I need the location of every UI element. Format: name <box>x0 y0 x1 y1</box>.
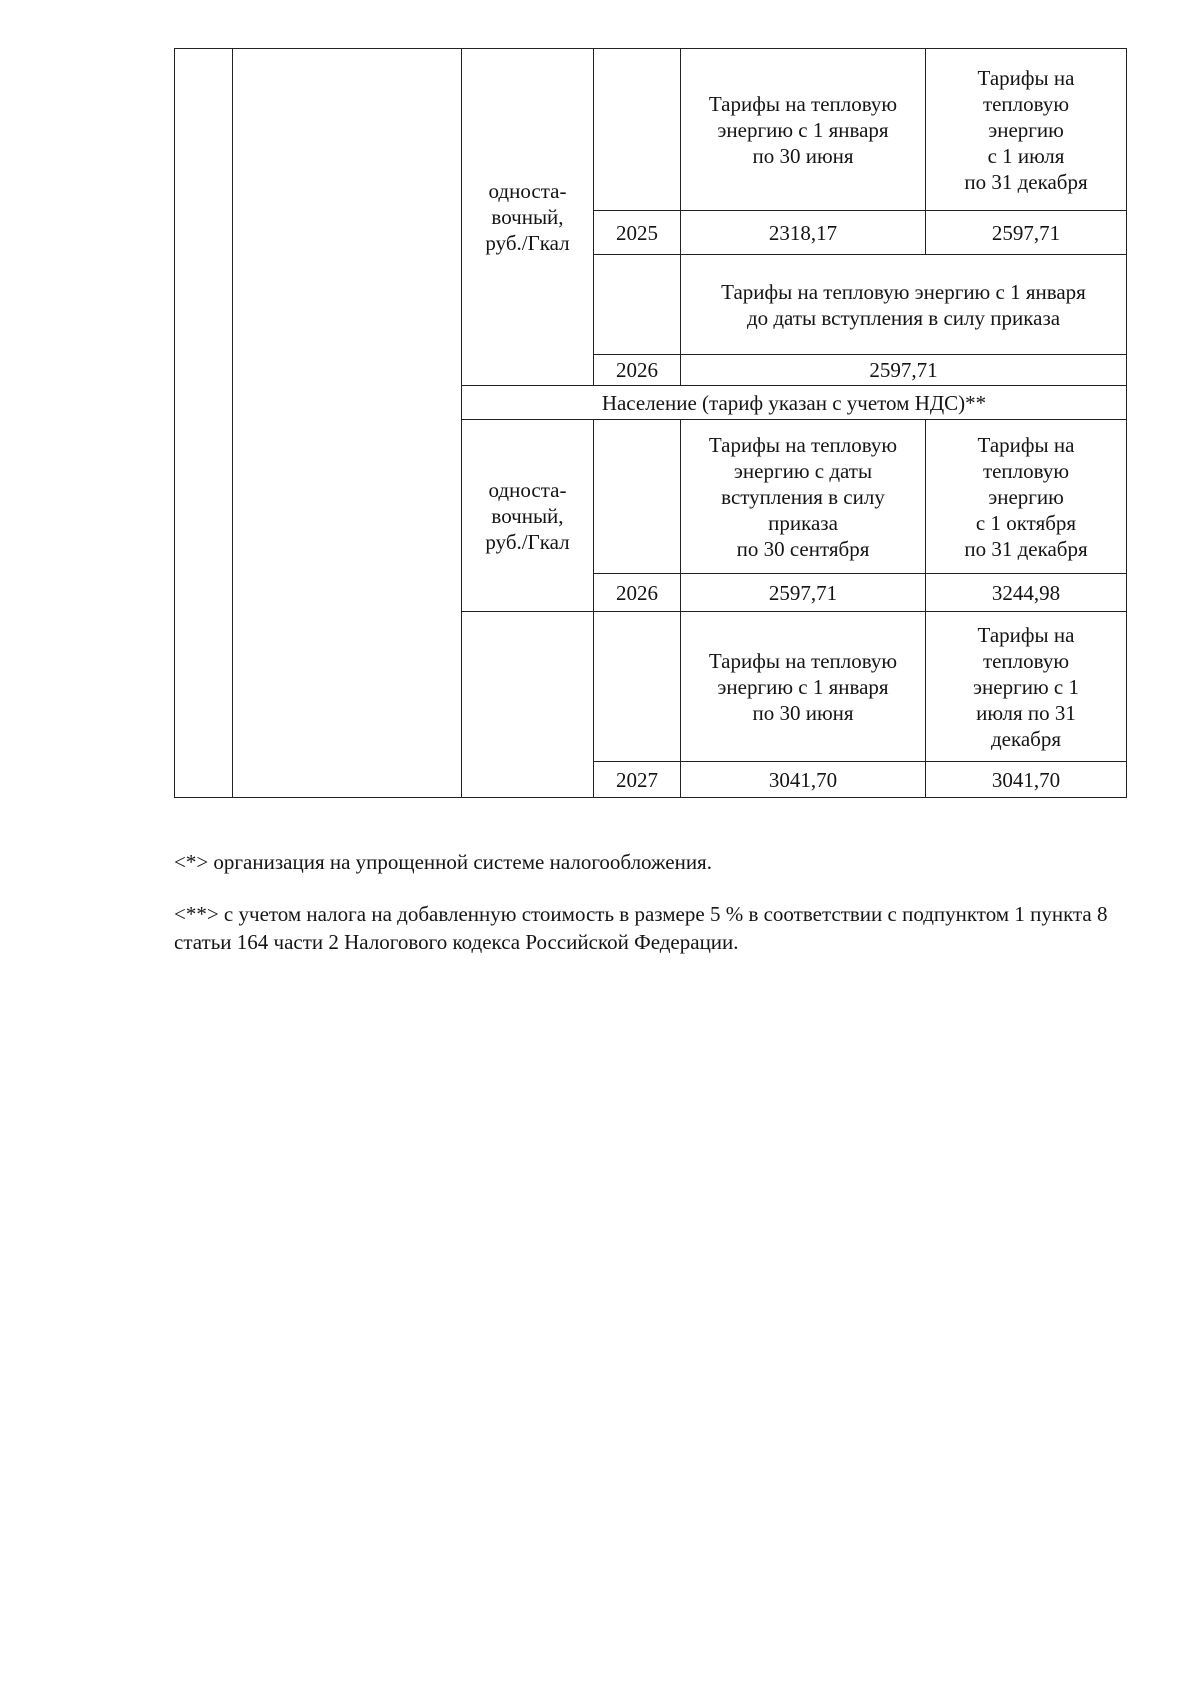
table-row <box>175 49 1127 211</box>
tariff-value-cell: 2318,17 <box>681 211 926 255</box>
period-header-cell <box>926 49 1127 211</box>
tariff-value-cell: 2597,71 <box>926 211 1127 255</box>
period-header-cell <box>681 612 926 762</box>
tariff-value-cell: 2597,71 <box>681 574 926 612</box>
tariff-type-label: односта- вочный, руб./Гкал <box>485 477 570 554</box>
empty-year-cell <box>594 420 681 574</box>
period-header-cell <box>681 49 926 211</box>
period-header: Тарифы на тепловую энергию с 1 января по 30 июня <box>708 91 898 168</box>
empty-number-cell <box>175 49 233 798</box>
tariff-type-label: односта- вочный, руб./Гкал <box>485 179 570 255</box>
tariff-type-cell <box>462 420 594 612</box>
tariff-table <box>174 48 1127 798</box>
empty-unit-cell <box>462 612 594 798</box>
empty-year-cell <box>594 255 681 355</box>
year-cell: 2026 <box>594 355 681 386</box>
period-header: Тарифы на тепловую энергию с 1 июля по 31 декабря <box>964 65 1088 194</box>
tariff-type-cell <box>462 49 594 386</box>
year-cell: 2025 <box>594 211 681 255</box>
period-header-cell <box>681 255 1127 355</box>
year-cell: 2026 <box>594 574 681 612</box>
period-header: Тарифы на тепловую энергию с 1 января по 30 июня <box>708 648 898 725</box>
footnote-double-asterisk: <**> с учетом налога на добавленную стоимость в размере 5 % в соответствии с подпунктом 1 пункта 8 статьи 164 части 2 Налогового кодекса Российской Федерации. <box>174 902 1108 954</box>
tariff-value-cell: 3041,70 <box>926 762 1127 798</box>
empty-year-cell <box>594 612 681 762</box>
empty-year-cell <box>594 49 681 211</box>
period-header-cell <box>926 612 1127 762</box>
period-header: Тарифы на тепловую энергию с 1 июля по 31 декабря <box>973 622 1079 751</box>
period-header: Тарифы на тепловую энергию с 1 октября по 31 декабря <box>964 432 1088 561</box>
footnote-single-asterisk: <*> организация на упрощенной системе налогообложения. <box>174 850 712 874</box>
period-header: Тарифы на тепловую энергию с 1 января до даты вступления в силу приказа <box>721 279 1086 330</box>
period-header-cell <box>926 420 1127 574</box>
tariff-value-cell: 3041,70 <box>681 762 926 798</box>
tariff-value-cell: 2597,71 <box>681 355 1127 386</box>
footnotes <box>174 848 1134 980</box>
section-heading: Население (тариф указан с учетом НДС)** <box>462 386 1127 420</box>
year-cell: 2027 <box>594 762 681 798</box>
empty-organization-cell <box>233 49 462 798</box>
period-header: Тарифы на тепловую энергию с даты вступления в силу приказа по 30 сентября <box>708 432 898 561</box>
tariff-value-cell: 3244,98 <box>926 574 1127 612</box>
period-header-cell <box>681 420 926 574</box>
